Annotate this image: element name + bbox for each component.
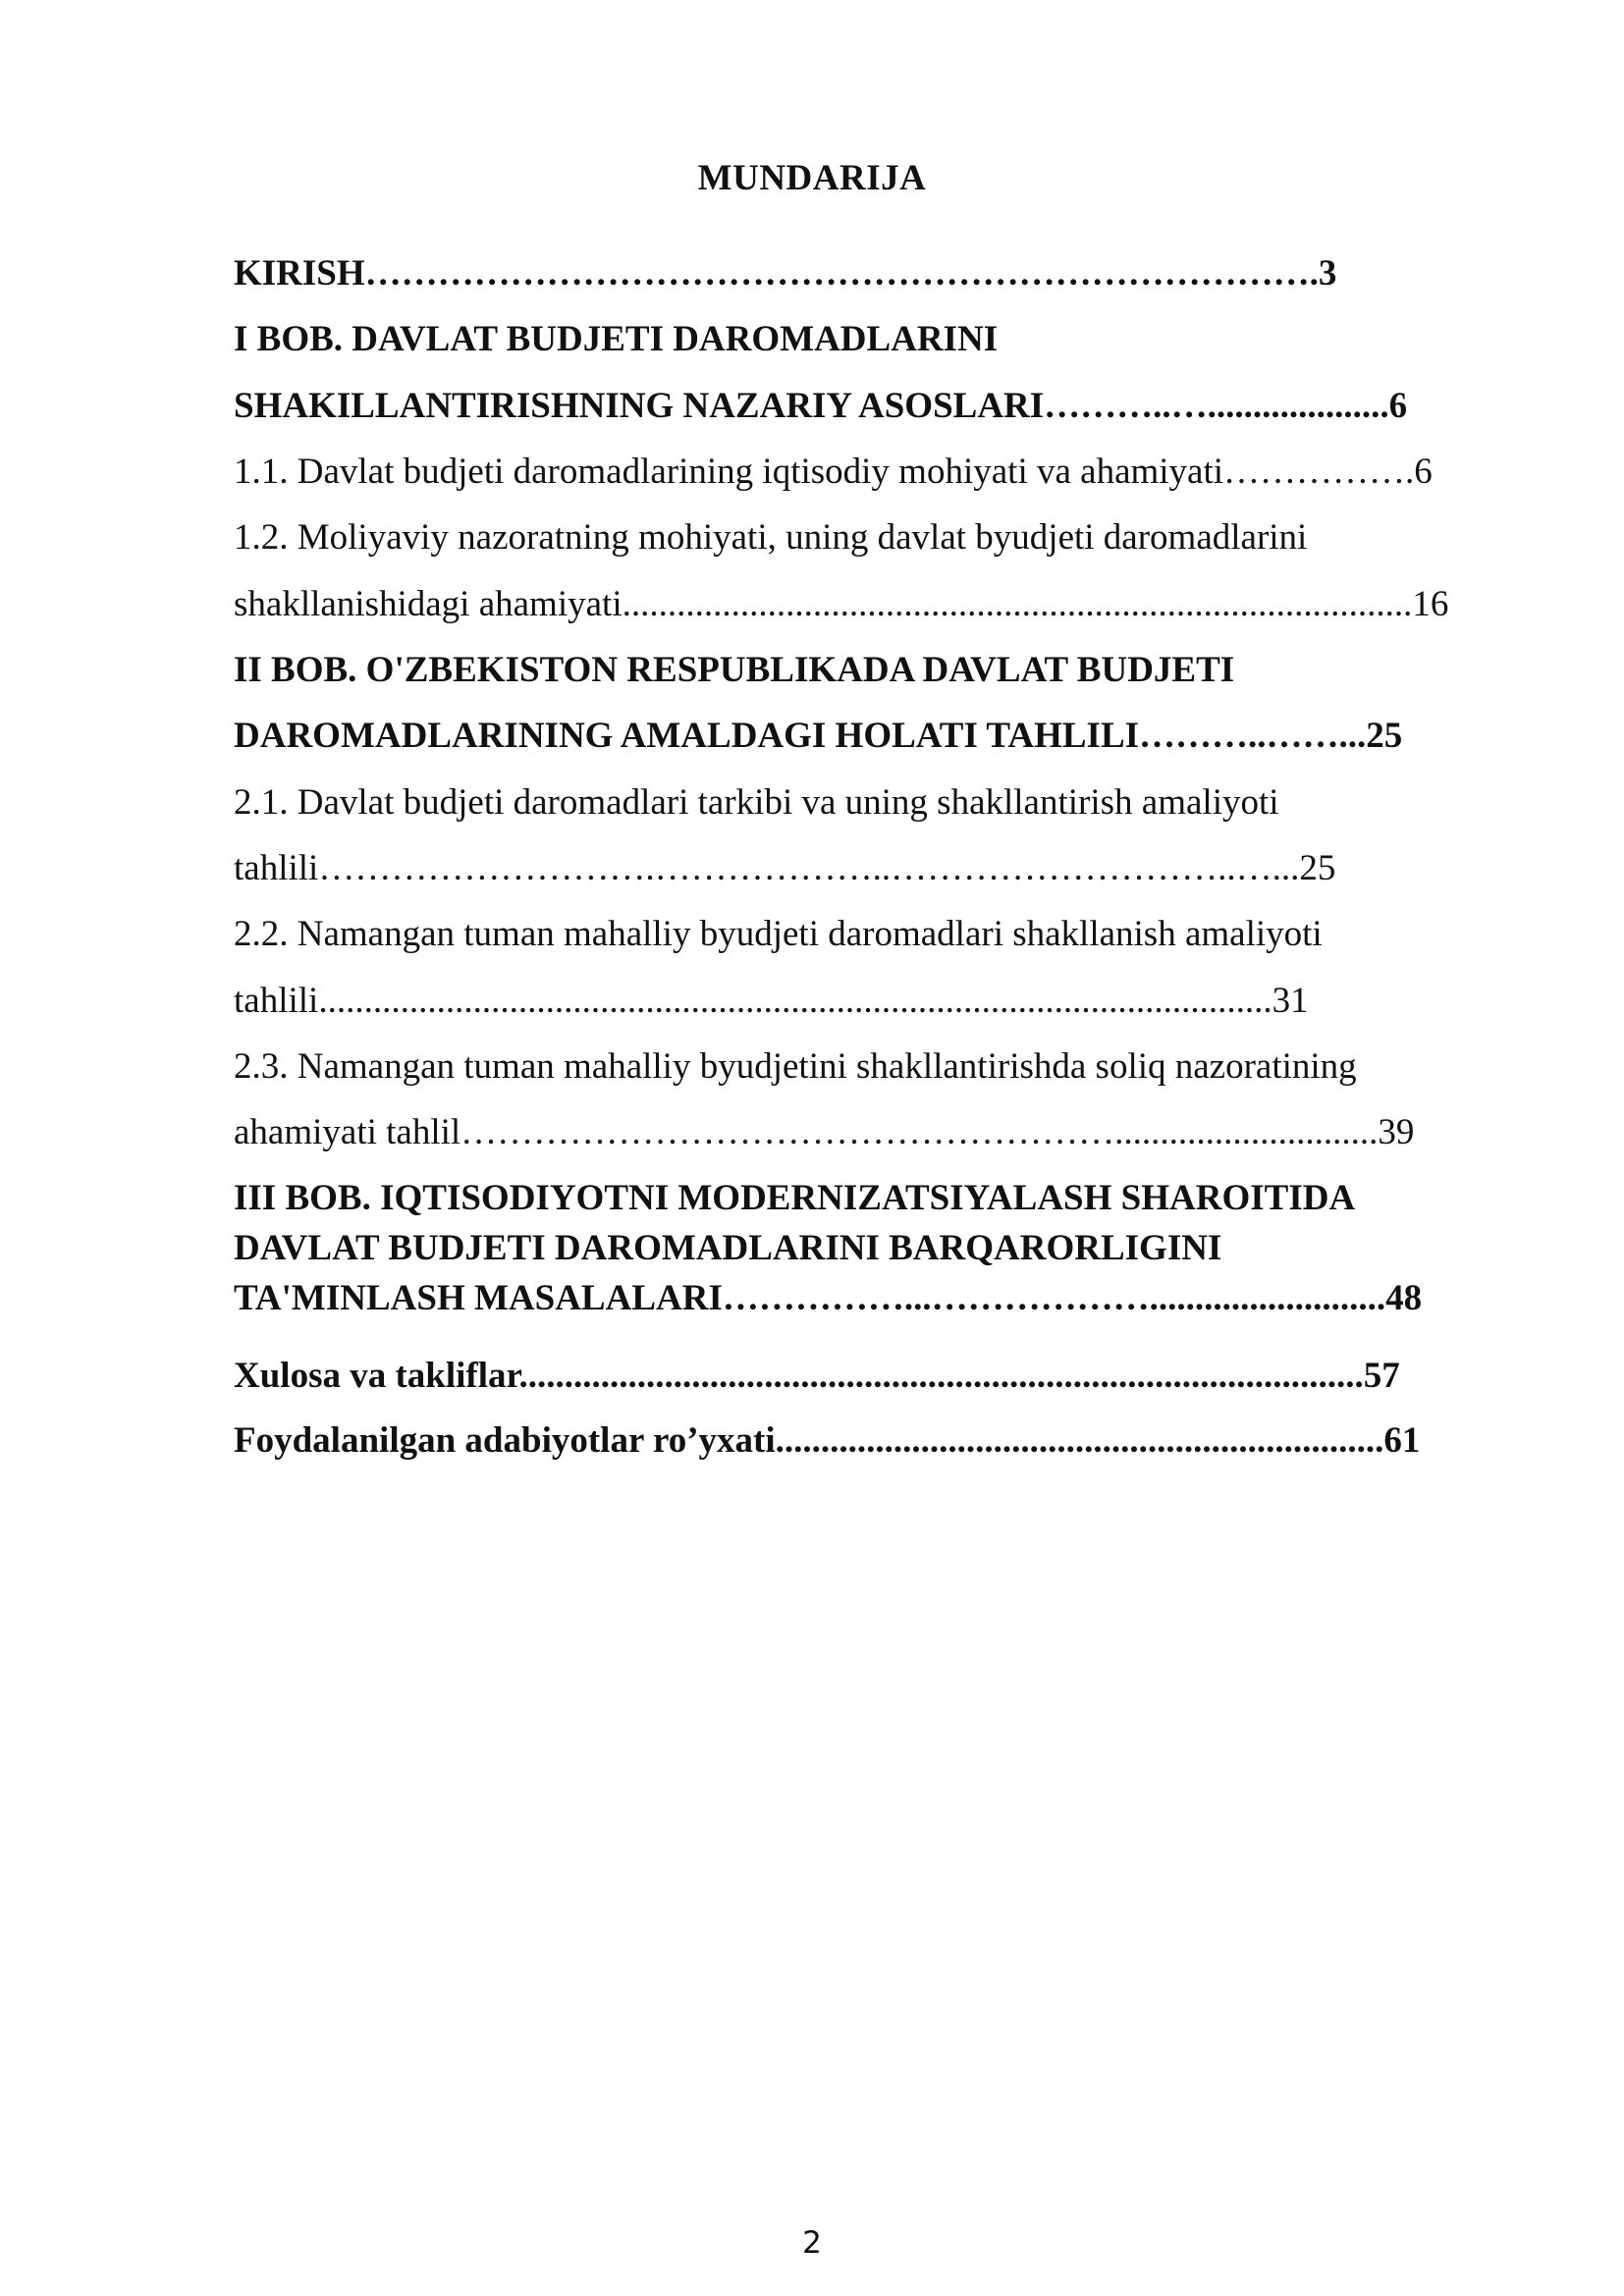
toc-entry-2-2-line-2: tahlili.........................................................................................................31	[234, 981, 1309, 1021]
page-number: 2	[802, 2225, 822, 2261]
toc-entry-2-3-line-1: 2.3. Namangan tuman mahalliy byudjetini shakllantirishda soliq nazoratining	[234, 1046, 1357, 1087]
toc-entry-1-2-line-2: shakllanishidagi ahamiyati.......................................................................................16	[234, 584, 1449, 624]
toc-chapter-3-line-2: DAVLAT BUDJETI DAROMADLARINI BARQARORLIGINI	[234, 1228, 1222, 1268]
toc-chapter-2-line-1: II BOB. O'ZBEKISTON RESPUBLIKADA DAVLAT BUDJETI	[234, 650, 1235, 690]
toc-entry-kirish: KIRISH…………………………………………………………………….3	[234, 253, 1337, 294]
toc-chapter-1-line-2: SHAKILLANTIRISHNING NAZARIY ASOSLARI………..…....................6	[234, 386, 1408, 426]
toc-entry-xulosa: Xulosa va takliflar.............................................................................................57	[234, 1356, 1400, 1396]
toc-entry-2-1-line-1: 2.1. Davlat budjeti daromadlari tarkibi va uning shakllantirish amaliyoti	[234, 782, 1279, 823]
toc-chapter-2-line-2: DAROMADLARINING AMALDAGI HOLATI TAHLILI………..……...25	[234, 716, 1403, 756]
toc-entry-adabiyotlar: Foydalanilgan adabiyotlar ro’yxati...................................................................61	[234, 1420, 1421, 1461]
toc-title: MUNDARIJA	[697, 158, 927, 198]
toc-chapter-3-line-1: III BOB. IQTISODIYOTNI MODERNIZATSIYALASH SHAROITIDA	[234, 1178, 1356, 1218]
toc-chapter-1-line-1: I BOB. DAVLAT BUDJETI DAROMADLARINI	[234, 319, 999, 359]
toc-entry-1-1: 1.1. Davlat budjeti daromadlarining iqtisodiy mohiyati va ahamiyati…………….6	[234, 452, 1433, 492]
toc-entry-2-1-line-2: tahlili……………………….………………..………………………..…...25	[234, 848, 1336, 888]
toc-entry-1-2-line-1: 1.2. Moliyaviy nazoratning mohiyati, uning davlat byudjeti daromadlarini	[234, 517, 1308, 558]
toc-entry-2-2-line-1: 2.2. Namangan tuman mahalliy byudjeti daromadlari shakllanish amaliyoti	[234, 914, 1323, 954]
toc-entry-2-3-line-2: ahamiyati tahlil……………………………………………….............................39	[234, 1112, 1415, 1152]
toc-chapter-3-line-3: TA'MINLASH MASALALARI……………...………………..........................48	[234, 1278, 1423, 1318]
